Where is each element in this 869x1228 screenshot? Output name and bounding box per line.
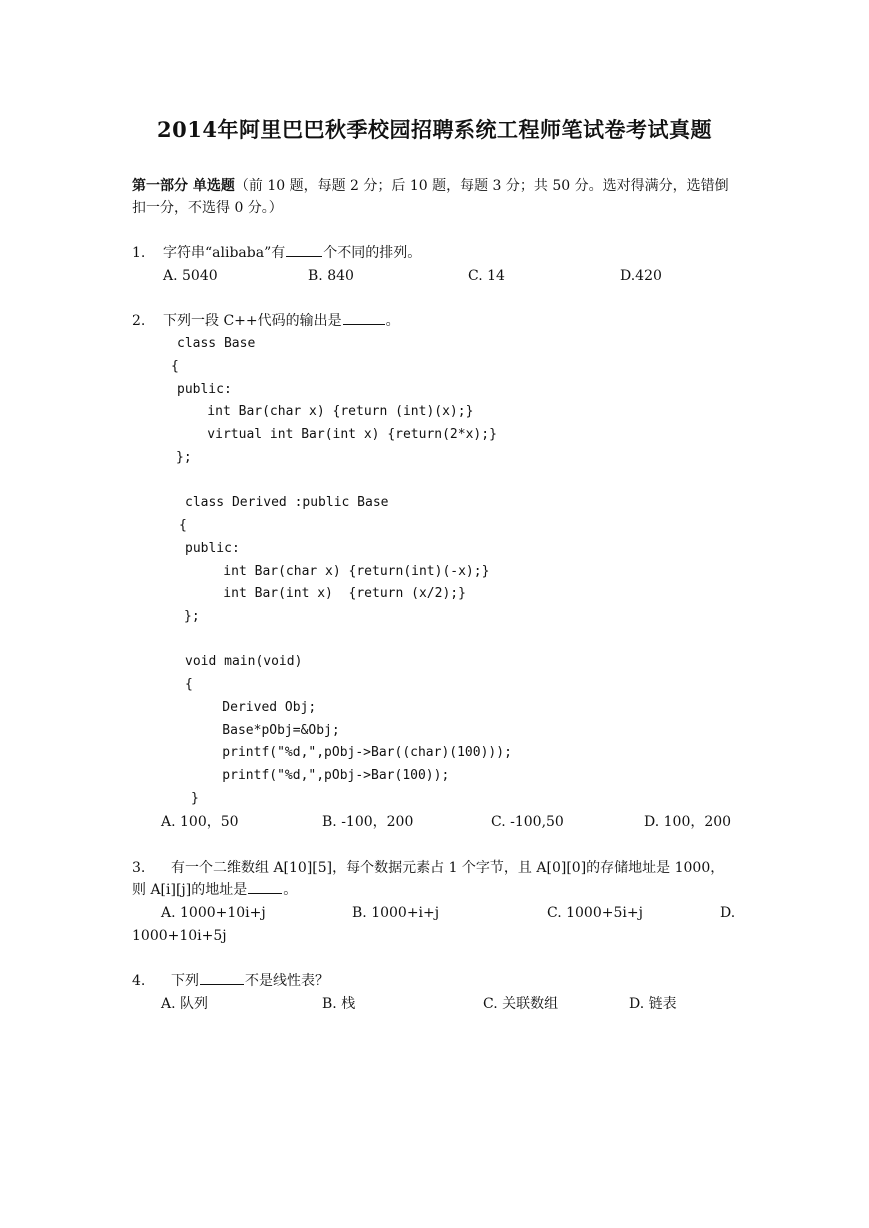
q1-option-d: D.420 — [620, 268, 662, 284]
q3-option-c: C. 1000+5i+j — [547, 905, 643, 921]
code-line: public: — [185, 541, 240, 556]
code-line: void main(void) — [185, 654, 303, 669]
code-line: Derived Obj; — [191, 700, 317, 715]
question-2-text-before: 下列一段 C++代码的输出是 — [163, 313, 342, 329]
q1-option-c: C. 14 — [468, 268, 505, 284]
q1-option-b: B. 840 — [308, 268, 354, 284]
code-line: virtual int Bar(int x) {return(2*x);} — [176, 427, 497, 442]
code-line: printf("%d,",pObj->Bar(100)); — [191, 768, 450, 783]
question-2-text-after: 。 — [385, 313, 400, 329]
code-line: { — [185, 677, 193, 692]
q3-option-a: A. 1000+10i+j — [161, 905, 266, 921]
page-title: 2014年阿里巴巴秋季校园招聘系统工程师笔试卷考试真题 — [157, 117, 712, 142]
code-line: Base*pObj=&Obj; — [191, 723, 340, 738]
q4-option-b: B. 栈 — [322, 996, 356, 1012]
code-line: } — [191, 791, 199, 806]
answer-blank — [286, 242, 322, 257]
question-1-number: 1. — [132, 245, 146, 261]
question-2-number: 2. — [132, 313, 146, 329]
code-line: int Bar(int x) {return (x/2);} — [192, 586, 466, 601]
question-1-text-after: 个不同的排列。 — [323, 245, 422, 261]
code-line: class Derived :public Base — [185, 495, 389, 510]
answer-blank — [200, 970, 244, 985]
q1-option-a: A. 5040 — [163, 268, 218, 284]
question-4-text-after: 不是线性表？ — [245, 973, 329, 989]
code-line: int Bar(char x) {return(int)(-x);} — [192, 564, 490, 579]
code-line: { — [179, 518, 187, 533]
section-intro — [132, 175, 740, 219]
question-4-text-before: 下列 — [171, 973, 199, 989]
q3-option-d-continued: 1000+10i+5j — [132, 928, 227, 944]
question-2-text — [163, 310, 400, 332]
code-line: }; — [176, 450, 192, 465]
q3-option-b: B. 1000+i+j — [352, 905, 440, 921]
q2-option-c: C. -100,50 — [491, 814, 564, 830]
question-3-text-after: 。 — [283, 882, 298, 898]
question-3-number: 3. — [132, 860, 146, 876]
question-1-text-before: 字符串“alibaba”有 — [163, 245, 286, 261]
q4-option-d: D. 链表 — [629, 996, 677, 1012]
answer-blank — [248, 879, 282, 894]
q4-option-a: A. 队列 — [161, 996, 209, 1012]
question-3-text-line2-before: 则 A[i][j]的地址是 — [132, 882, 248, 898]
code-line: }; — [184, 609, 200, 624]
code-line: printf("%d,",pObj->Bar((char)(100))); — [191, 745, 512, 760]
q2-option-b: B. -100，200 — [322, 814, 414, 830]
q4-option-c: C. 关联数组 — [483, 996, 559, 1012]
code-line: { — [171, 359, 179, 374]
code-line: public: — [177, 382, 232, 397]
question-3-text: 有一个二维数组 A[10][5]，每个数据元素占 1 个字节，且 A[0][0]的存储地址是 1000， — [171, 860, 725, 876]
code-line: class Base — [177, 336, 256, 351]
question-3-text-line2 — [132, 879, 297, 901]
q3-option-d: D. — [720, 905, 736, 921]
section-instructions: （前 10 题，每题 2 分；后 10 题，每题 3 分；共 50 分。选对得满分，选错倒扣一分，不选得 0 分。） — [132, 178, 729, 216]
question-4-number: 4. — [132, 973, 146, 989]
q2-option-d: D. 100，200 — [644, 814, 732, 830]
answer-blank — [343, 310, 385, 325]
code-line: int Bar(char x) {return (int)(x);} — [176, 404, 474, 419]
section-heading: 第一部分 单选题 — [132, 178, 235, 194]
question-1-text — [163, 242, 421, 264]
q2-option-a: A. 100，50 — [161, 814, 239, 830]
question-4-text — [171, 970, 329, 992]
